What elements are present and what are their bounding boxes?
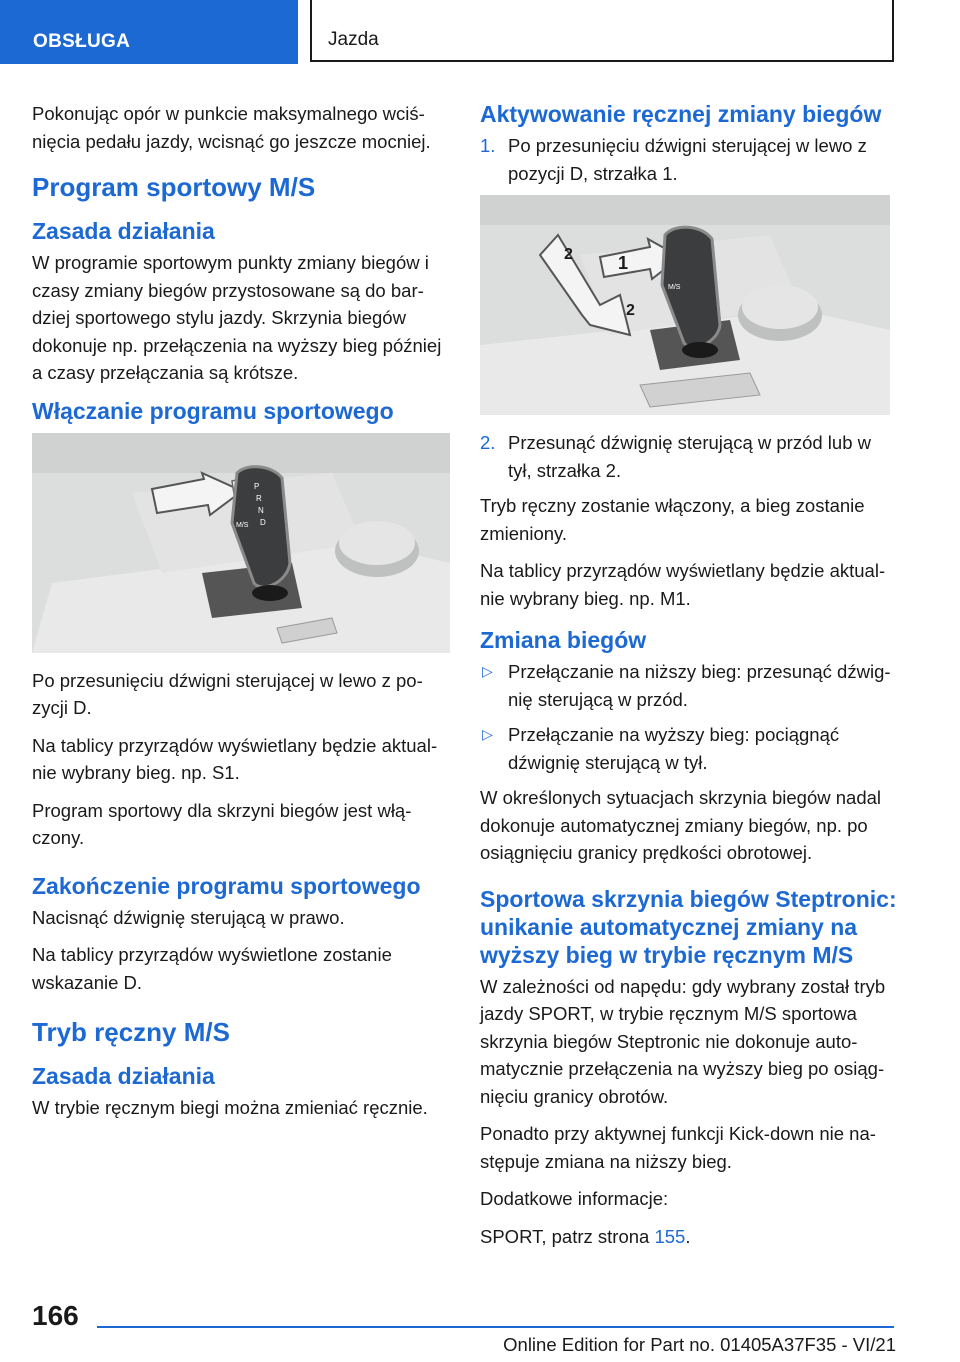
reference-end: . bbox=[685, 1225, 691, 1247]
heading-manual-mode: Tryb ręczny M/S bbox=[32, 1017, 230, 1047]
steptronic-paragraph-a: W zależności od napędu: gdy wybrany został tryb jazdy SPORT, w trybie ręcznym M/S sportowa skrzynia biegów Steptronic nie dokonuje automatycznie przełączenia na wyższy bieg po osiągnięciu granicy obrotów. bbox=[480, 975, 886, 1107]
steps-list-1 bbox=[480, 132, 898, 187]
left-column bbox=[32, 100, 450, 1132]
shift-item-text: Przełączanie na wyższy bieg: pociągnąć dźwignię sterującą w tył. bbox=[508, 724, 840, 773]
fig2-label-arrow2b: 2 bbox=[626, 302, 635, 319]
shift-list bbox=[480, 658, 898, 776]
step-text: Po przesunięciu dźwigni sterującej w lewo z pozycji D, strzałka 1. bbox=[508, 135, 867, 184]
shift-item-text: Przełączanie na niższy bieg: przesunąć dźwignię sterującą w przód. bbox=[508, 661, 891, 710]
heading-shift: Zmiana biegów bbox=[480, 627, 647, 653]
section-tab bbox=[0, 0, 298, 64]
steps-list-2 bbox=[480, 429, 898, 484]
heading-end-sport: Zakończenie programu sportowego bbox=[32, 872, 421, 899]
fig1-label-r: R bbox=[256, 493, 262, 503]
fig2-label-ms: M/S bbox=[668, 284, 681, 291]
fig1-label-ms: M/S bbox=[236, 521, 249, 529]
fig1-label-d: D bbox=[260, 517, 266, 527]
end-paragraph-b: Na tablicy przyrządów wyświetlone zostanie wskazanie D. bbox=[32, 944, 392, 993]
step-paragraph-a: Tryb ręczny zostanie włączony, a bieg zostanie zmieniony. bbox=[480, 495, 865, 544]
steptronic-paragraph-d bbox=[480, 1223, 898, 1251]
steptronic-paragraph-b: Ponadto przy aktywnej funkcji Kick-down nie następuje zmiana na niższy bieg. bbox=[480, 1123, 876, 1172]
bullet-triangle-icon: ▷ bbox=[482, 726, 493, 742]
principle2-paragraph: W trybie ręcznym biegi można zmieniać ręcznie. bbox=[32, 1097, 428, 1118]
steptronic-paragraph-c: Dodatkowe informacje: bbox=[480, 1188, 669, 1209]
chapter-title: Jazda bbox=[328, 29, 379, 50]
shift-item bbox=[480, 721, 898, 776]
page-number: 166 bbox=[32, 1300, 79, 1331]
fig1-label-n: N bbox=[258, 505, 264, 515]
heading-manual-activate: Aktywowanie ręcznej zmiany biegów bbox=[480, 101, 882, 127]
principle-paragraph: W programie sportowym punkty zmiany biegów i czasy zmiany biegów przystosowane są do bardziej sportowego stylu jazdy. Skrzynia biegów dokonuje np. przełączenia na wyższy bieg później a czasy przełączania są krótsze. bbox=[32, 252, 442, 383]
footer-divider bbox=[97, 1326, 894, 1328]
fig1-label-p: P bbox=[254, 481, 260, 491]
fig1-caption-c: Program sportowy dla skrzyni biegów jest włączony. bbox=[32, 799, 412, 848]
heading-principle-2: Zasada działania bbox=[32, 1063, 215, 1089]
right-column bbox=[480, 100, 898, 1260]
fig1-caption-a: Po przesunięciu dźwigni sterującej w lewo z pozycji D. bbox=[32, 669, 423, 718]
heading-principle: Zasada działania bbox=[32, 218, 215, 244]
shift-item bbox=[480, 658, 898, 713]
chapter-header bbox=[310, 0, 894, 62]
heading-activate-sport: Włączanie programu sportowego bbox=[32, 397, 394, 424]
fig1-caption-b: Na tablicy przyrządów wyświetlany będzie aktualnie wybrany bieg. np. S1. bbox=[32, 734, 438, 783]
footer-edition: Online Edition for Part no. 01405A37F35 - VI/21 bbox=[503, 1334, 896, 1355]
step-number: 1. bbox=[480, 135, 496, 156]
end-paragraph-a: Nacisnąć dźwignię sterującą w prawo. bbox=[32, 906, 345, 928]
bullet-triangle-icon: ▷ bbox=[482, 663, 493, 679]
section-title: OBSŁUGA bbox=[33, 31, 131, 52]
reference-text: SPORT, patrz strona bbox=[480, 1225, 655, 1247]
heading-steptronic: Sportowa skrzynia biegów Steptronic: unikanie automatycznej zmiany na wyższy bieg w trybie ręcznym M/S bbox=[480, 885, 897, 968]
step-number: 2. bbox=[480, 432, 496, 453]
page-link[interactable]: 155 bbox=[654, 1225, 686, 1247]
step-paragraph-b: Na tablicy przyrządów wyświetlany będzie aktualnie wybrany bieg. np. M1. bbox=[480, 560, 886, 609]
shift-paragraph: W określonych sytuacjach skrzynia biegów nadal dokonuje automatycznej zmiany biegów, np. po osiągnięciu granicy prędkości obrotowej. bbox=[480, 787, 882, 863]
fig2-label-arrow2a: 2 bbox=[564, 246, 573, 263]
gear-selector-sport-figure bbox=[32, 433, 450, 653]
step-item bbox=[480, 132, 898, 187]
step-text: Przesunąć dźwignię sterującą w przód lub w tył, strzałka 2. bbox=[508, 432, 871, 481]
step-item bbox=[480, 429, 898, 484]
gear-selector-manual-figure bbox=[480, 195, 890, 415]
heading-sport-program: Program sportowy M/S bbox=[32, 172, 316, 202]
fig2-label-arrow1: 1 bbox=[618, 253, 629, 273]
intro-paragraph: Pokonując opór w punkcie maksymalnego wciśnięcia pedału jazdy, wcisnąć go jeszcze mocniej. bbox=[32, 103, 431, 152]
